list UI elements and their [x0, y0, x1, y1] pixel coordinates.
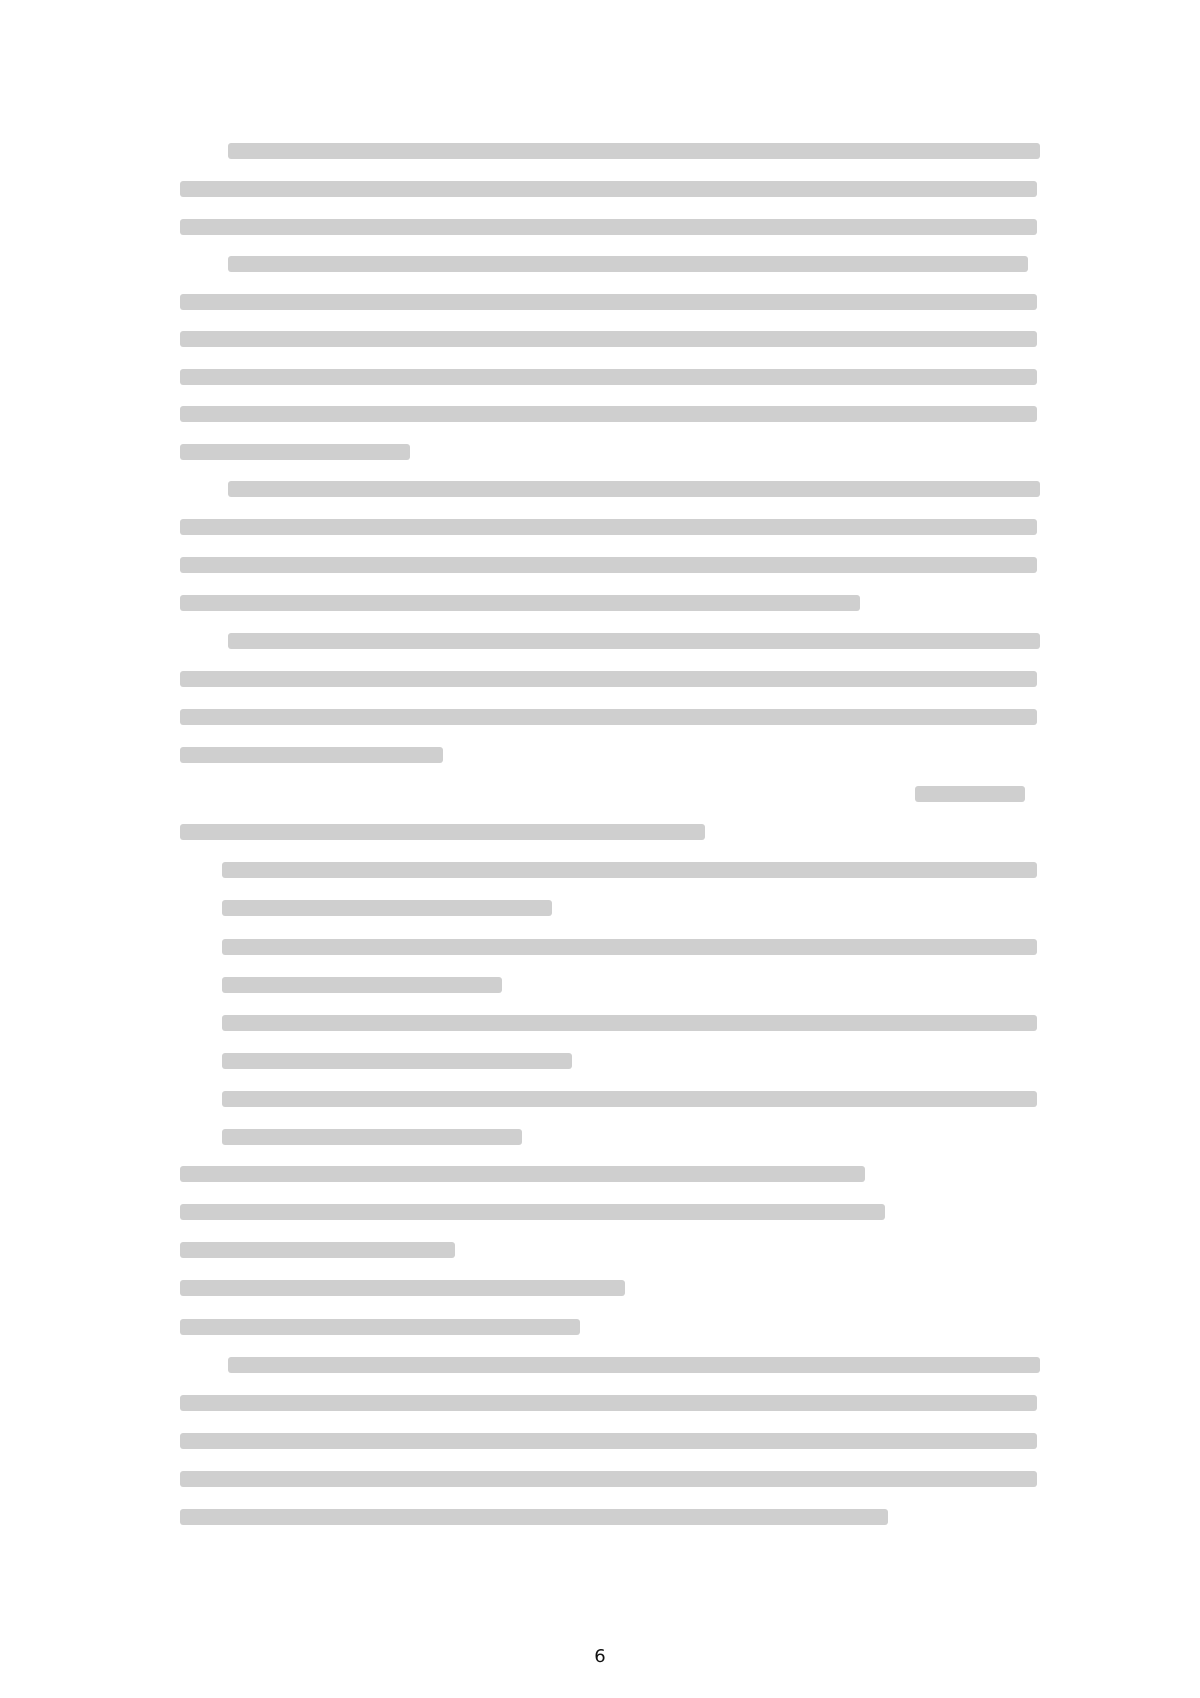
text-line-placeholder: [180, 294, 1037, 310]
text-line-placeholder: [222, 900, 552, 916]
text-line-placeholder: [180, 747, 443, 763]
text-line-placeholder: [180, 671, 1037, 687]
text-line-placeholder: [180, 1471, 1037, 1487]
page-number: 6: [594, 1646, 606, 1667]
text-line-placeholder: [180, 369, 1037, 385]
text-line-placeholder: [180, 1166, 865, 1182]
text-line-placeholder: [180, 824, 705, 840]
text-line-placeholder: [222, 977, 502, 993]
text-line-placeholder: [180, 331, 1037, 347]
text-line-placeholder: [180, 1509, 888, 1525]
text-line-placeholder: [228, 1357, 1040, 1373]
text-line-placeholder: [222, 1053, 572, 1069]
text-line-placeholder: [180, 709, 1037, 725]
text-line-placeholder: [228, 633, 1040, 649]
text-line-placeholder: [180, 1319, 580, 1335]
text-line-placeholder: [180, 181, 1037, 197]
text-line-placeholder: [180, 519, 1037, 535]
text-line-placeholder: [180, 1280, 625, 1296]
text-line-placeholder: [228, 143, 1040, 159]
text-line-placeholder: [915, 786, 1025, 802]
text-line-placeholder: [180, 595, 860, 611]
text-line-placeholder: [222, 1091, 1037, 1107]
text-line-placeholder: [222, 1129, 522, 1145]
text-line-placeholder: [228, 481, 1040, 497]
text-line-placeholder: [222, 939, 1037, 955]
text-line-placeholder: [180, 219, 1037, 235]
text-line-placeholder: [180, 1204, 885, 1220]
text-line-placeholder: [228, 256, 1028, 272]
text-line-placeholder: [180, 444, 410, 460]
text-line-placeholder: [180, 1242, 455, 1258]
text-line-placeholder: [180, 1395, 1037, 1411]
text-line-placeholder: [180, 406, 1037, 422]
text-line-placeholder: [222, 1015, 1037, 1031]
text-line-placeholder: [180, 1433, 1037, 1449]
text-line-placeholder: [180, 557, 1037, 573]
text-line-placeholder: [222, 862, 1037, 878]
